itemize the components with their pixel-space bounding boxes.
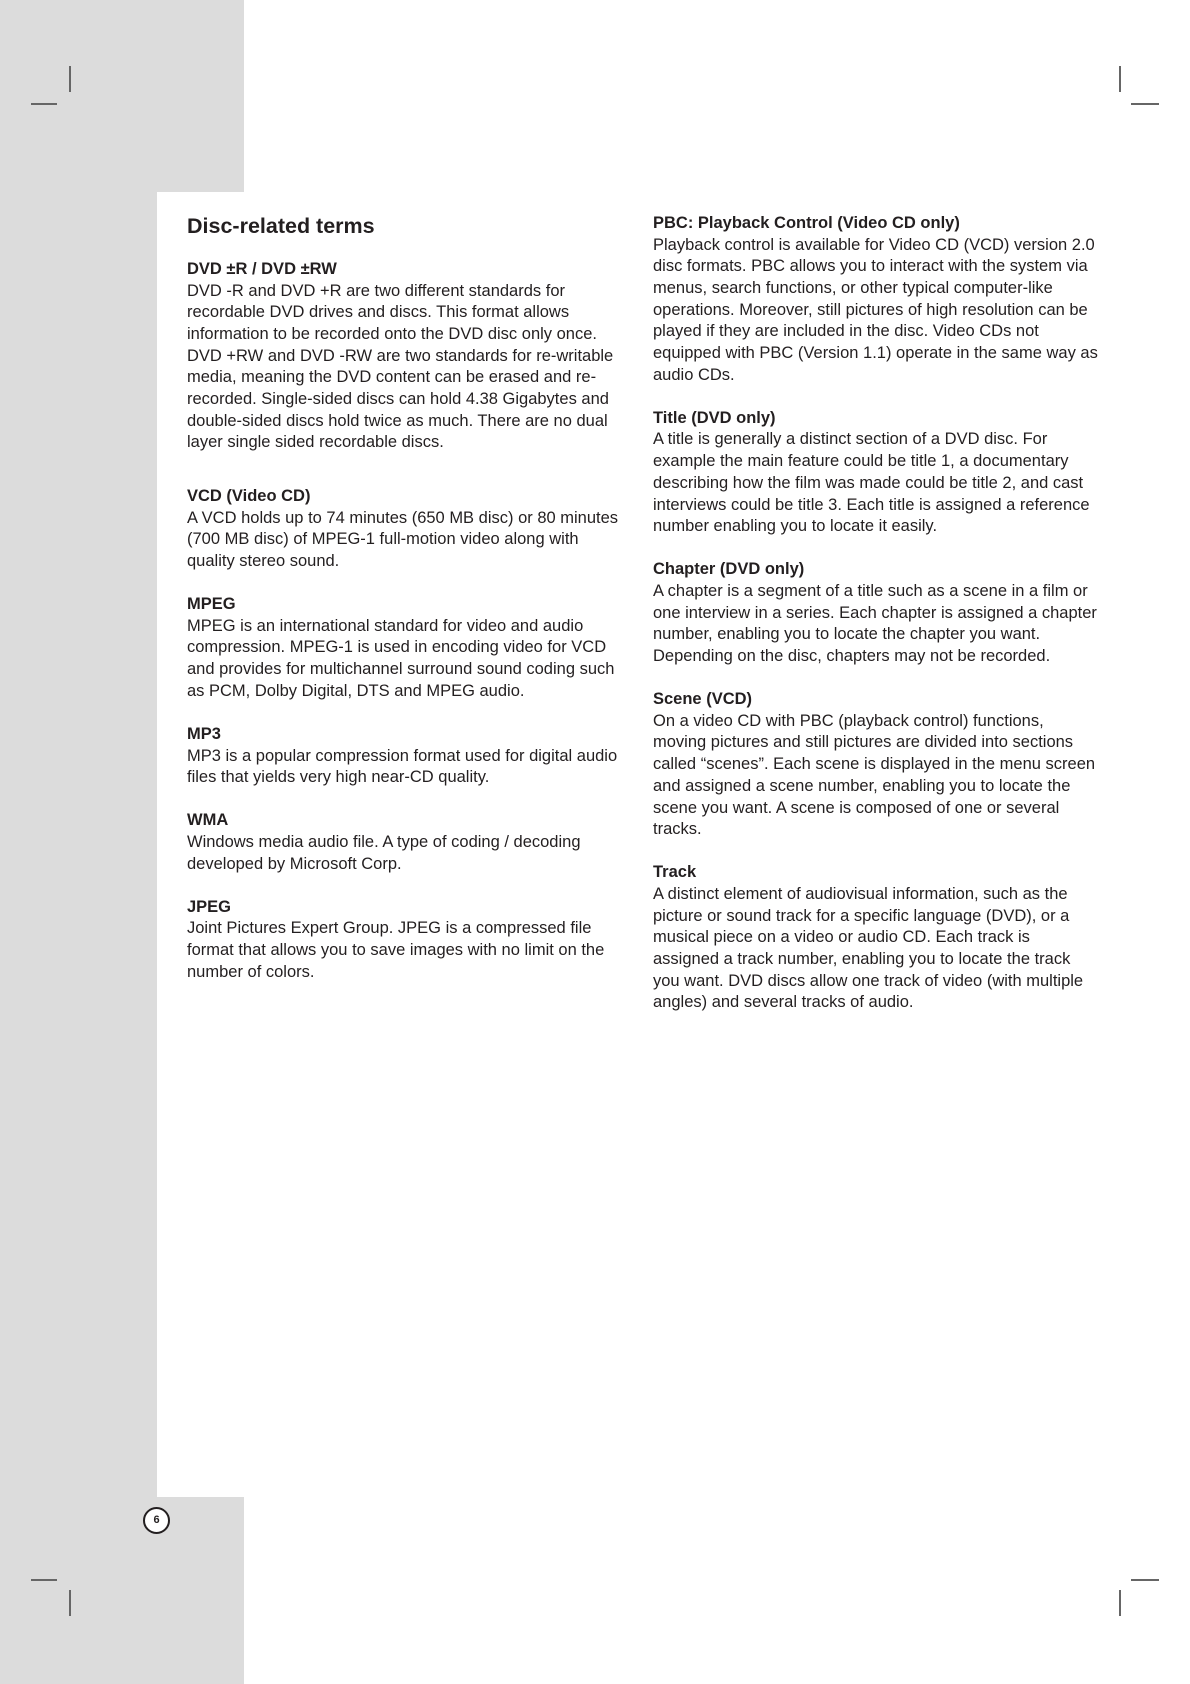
term-heading: Title (DVD only) xyxy=(653,408,776,427)
term-heading: WMA xyxy=(187,811,229,830)
term-description: MPEG is an international standard for video and audio compression. MPEG-1 is used in encoding video for VCD and provides for multichannel surround sound coding such as PCM, Dolby Digital, DTS and MPEG audio. xyxy=(187,616,615,700)
margin-band-side xyxy=(0,0,157,1684)
crop-mark-bottom-right-h xyxy=(1131,1579,1159,1581)
term-title xyxy=(653,408,1098,538)
term-jpeg xyxy=(187,897,627,984)
term-description: Playback control is available for Video CD (VCD) version 2.0 disc formats. PBC allows you to interact with the system via menus, search functions, or other typical computer-like operations. Moreover, still pictures of high resolution can be played if they are included in the disc. Video CDs not equipped with PBC (Version 1.1) operate in the same way as audio CDs. xyxy=(653,235,1098,384)
term-heading: VCD (Video CD) xyxy=(187,487,311,506)
page-title: Disc-related terms xyxy=(187,214,375,238)
term-wma xyxy=(187,810,627,875)
crop-mark-bottom-left-h xyxy=(31,1579,57,1581)
crop-mark-top-left-h xyxy=(31,103,57,105)
right-column xyxy=(653,213,1098,1036)
term-description: DVD -R and DVD +R are two different standards for recordable DVD drives and discs. This format allows information to be recorded onto the DVD disc only once. DVD +RW and DVD -RW are two standards for re-writable media, meaning the DVD content can be erased and re-recorded. Single-sided discs can hold 4.38 Gigabytes and double-sided discs hold twice as much. There are no dual layer single sided recordable discs. xyxy=(187,281,614,452)
margin-band-bottom xyxy=(0,1497,244,1684)
term-description: On a video CD with PBC (playback control) functions, moving pictures and still pictures are divided into sections called “scenes”. Each scene is displayed in the menu screen and assigned a scene number, enabling you to locate the scene you want. A scene is composed of one or several tracks. xyxy=(653,711,1096,839)
crop-mark-top-right-h xyxy=(1131,103,1159,105)
term-description: A title is generally a distinct section of a DVD disc. For example the main feature could be title 1, a documentary describing how the film was made could be title 2, and cast interviews could be title 3. Each title is assigned a reference number enabling you to locate it easily. xyxy=(653,430,1090,536)
term-dvd-r-rw xyxy=(187,259,627,454)
left-column xyxy=(187,213,627,1005)
term-heading: MPEG xyxy=(187,595,236,614)
term-description: MP3 is a popular compression format used for digital audio files that yields very high near-CD quality. xyxy=(187,746,618,787)
term-heading: PBC: Playback Control (Video CD only) xyxy=(653,214,960,232)
term-chapter xyxy=(653,559,1098,667)
term-track xyxy=(653,862,1098,1014)
crop-mark-top-right-v xyxy=(1119,66,1121,92)
crop-mark-top-left-v xyxy=(69,66,71,92)
term-mpeg xyxy=(187,594,627,702)
crop-mark-bottom-right-v xyxy=(1119,1590,1121,1616)
term-mp3 xyxy=(187,724,627,789)
term-scene xyxy=(653,689,1098,841)
crop-mark-bottom-left-v xyxy=(69,1590,71,1616)
term-vcd xyxy=(187,486,627,573)
term-description: Joint Pictures Expert Group. JPEG is a compressed file format that allows you to save images with no limit on the number of colors. xyxy=(187,919,605,981)
term-heading: MP3 xyxy=(187,725,221,744)
term-description: A chapter is a segment of a title such as a scene in a film or one interview in a series. Each chapter is assigned a chapter number, enabling you to locate the chapter you want. Depending on the disc, chapters may not be recorded. xyxy=(653,581,1097,666)
term-pbc xyxy=(653,213,1098,386)
term-heading: JPEG xyxy=(187,897,232,916)
page-number: 6 xyxy=(143,1507,170,1534)
term-description: A VCD holds up to 74 minutes (650 MB disc) or 80 minutes (700 MB disc) of MPEG-1 full-motion video along with quality stereo sound. xyxy=(187,508,619,571)
term-heading: DVD ±R / DVD ±RW xyxy=(187,260,337,278)
term-heading: Track xyxy=(653,863,697,882)
term-description: Windows media audio file. A type of coding / decoding developed by Microsoft Corp. xyxy=(187,832,581,873)
term-heading: Chapter (DVD only) xyxy=(653,560,805,579)
term-heading: Scene (VCD) xyxy=(653,690,753,709)
term-description: A distinct element of audiovisual information, such as the picture or sound track for a specific language (DVD), or a musical piece on a video or audio CD. Each track is assigned a track number, enabling you to locate the track you want. DVD discs allow one track of video (with multiple angles) and several tracks of audio. xyxy=(653,884,1084,1012)
